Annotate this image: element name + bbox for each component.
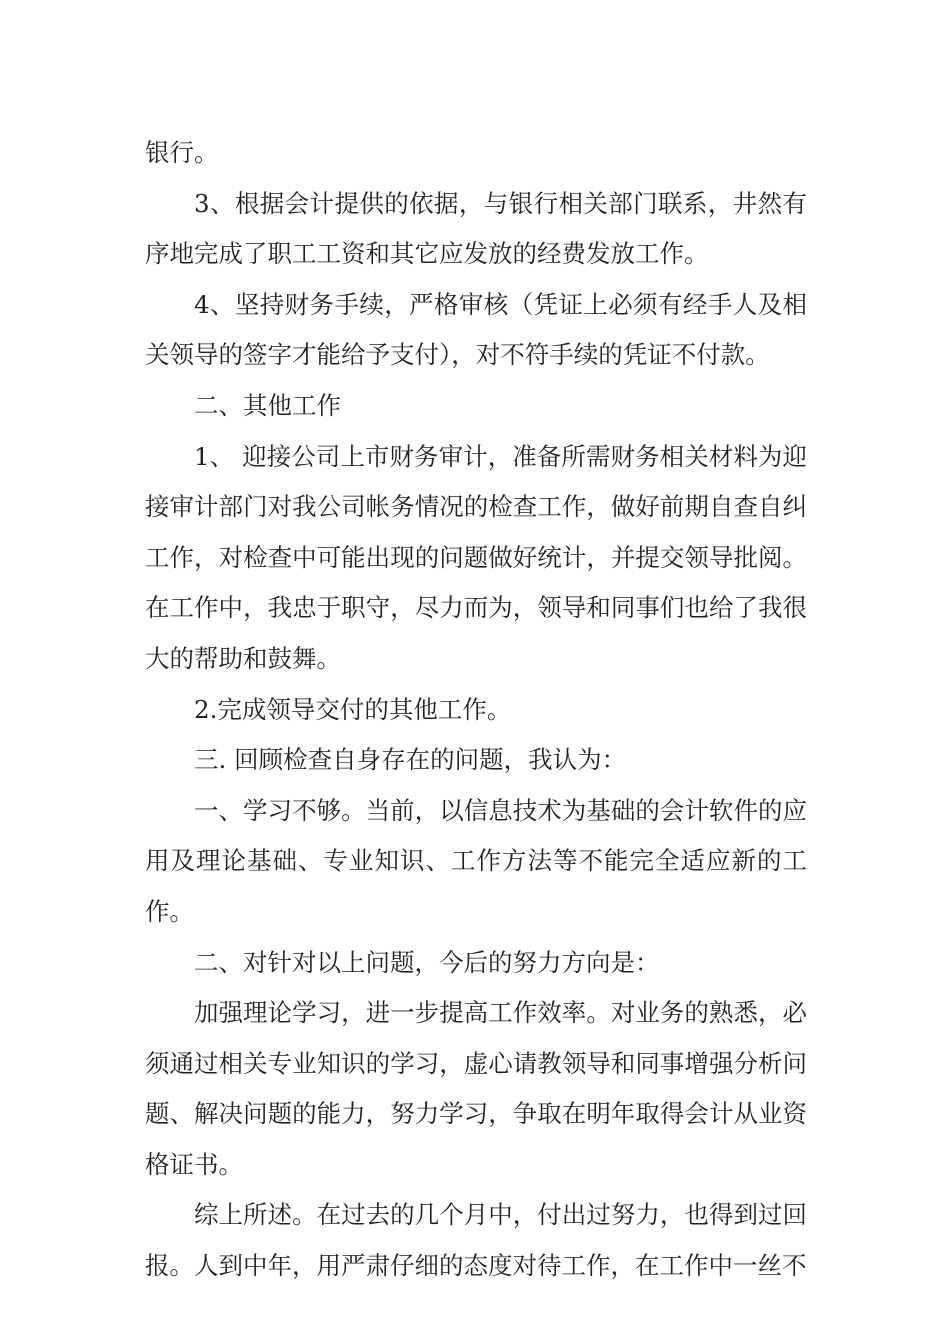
document-body (145, 128, 807, 1292)
paragraph-summary: 综上所述。在过去的几个月中，付出过努力，也得到过回报。人到中年，用严肃仔细的态度对待工作，在工作中一丝不 (145, 1200, 807, 1281)
paragraph-bank-continuation: 银行。 (145, 138, 219, 167)
paragraph-improvement-direction: 二、对针对以上问题，今后的努力方向是： (194, 947, 660, 977)
paragraph-item-3: 3、根据会计提供的依据，与银行相关部门联系，井然有序地完成了职工工资和其它应发放的经费发放工作。 (145, 188, 807, 269)
paragraph-strengthen-study: 加强理论学习，进一步提高工作效率。对业务的熟悉，必须通过相关专业知识的学习，虚心请教领导和同事增强分析问题、解决问题的能力，努力学习，争取在明年取得会计从业资格证书。 (145, 998, 807, 1179)
section-heading-other-work: 二、其他工作 (194, 390, 341, 420)
section-heading-review: 三. 回顾检查自身存在的问题，我认为： (194, 745, 627, 775)
paragraph-learning-insufficient: 一、学习不够。当前，以信息技术为基础的会计软件的应用及理论基础、专业知识、工作方法等不能完全适应新的工作。 (145, 795, 807, 926)
paragraph-other-item-1: 1、 迎接公司上市财务审计，准备所需财务相关材料为迎接审计部门对我公司帐务情况的检查工作，做好前期自查自纠工作，对检查中可能出现的问题做好统计，并提交领导批阅。在工作中，我忠于职守，尽力而为，领导和同事们也给了我很大的帮助和鼓舞。 (145, 441, 807, 673)
paragraph-item-4: 4、坚持财务手续，严格审核（凭证上必须有经手人及相关领导的签字才能给予支付），对不符手续的凭证不付款。 (145, 289, 807, 370)
paragraph-other-item-2: 2.完成领导交付的其他工作。 (194, 694, 512, 724)
